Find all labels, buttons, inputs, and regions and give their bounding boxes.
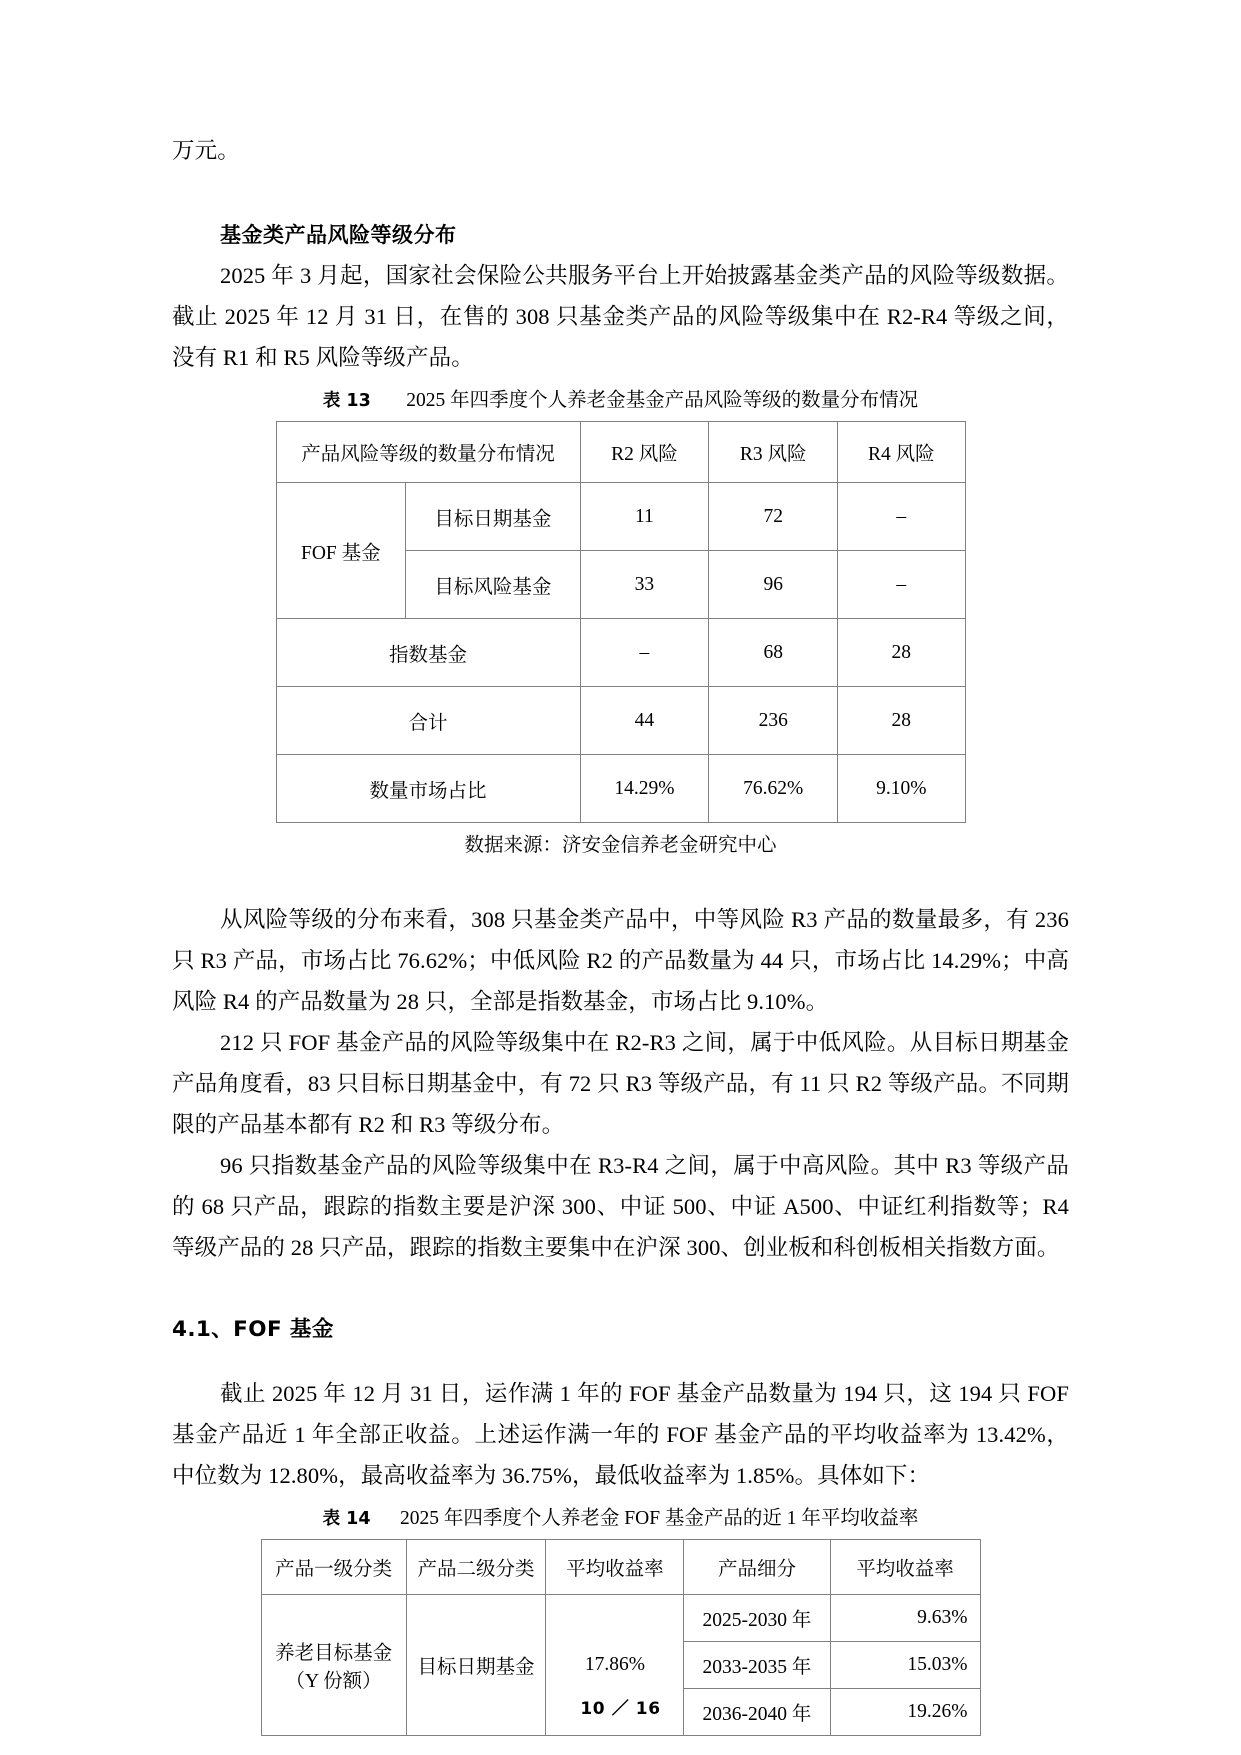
table14-detail2-segment: 2036-2040 年 <box>684 1689 830 1736</box>
table14-header-c2: 产品二级分类 <box>406 1540 546 1595</box>
table13-row1-r2: 33 <box>580 551 709 619</box>
table14-header-c1: 产品一级分类 <box>261 1540 406 1595</box>
table14-primary-class-line2: （Y 份额） <box>285 1671 382 1692</box>
table13-row3-name: 合计 <box>276 687 580 755</box>
table-13-risk-level-distribution <box>276 421 966 823</box>
table-row <box>261 1595 980 1642</box>
table13-row4-r4: 9.10% <box>838 755 965 823</box>
paragraph-risk-distribution: 从风险等级的分布来看，308 只基金类产品中，中等风险 R3 产品的数量最多，有 236 只 R3 产品，市场占比 76.62%；中低风险 R2 的产品数量为 44 只，市场占比 14.29%；中高风险 R4 的产品数量为 28 只，全部是指数基金，市场占比 9.10%。 <box>172 907 1069 1014</box>
table-row <box>276 619 965 687</box>
table-row <box>261 1540 980 1595</box>
table-row <box>276 483 965 551</box>
table14-header-c4: 产品细分 <box>684 1540 830 1595</box>
table-row <box>276 422 965 483</box>
table14-primary-class-line1: 养老目标基金 <box>275 1643 393 1664</box>
table13-row4-r2: 14.29% <box>580 755 709 823</box>
table13-group-fof: FOF 基金 <box>276 483 406 619</box>
table13-row2-r3: 68 <box>709 619 838 687</box>
table14-detail2-rate: 19.26% <box>830 1689 980 1736</box>
table13-row1-name: 目标风险基金 <box>406 551 580 619</box>
table-row <box>276 755 965 823</box>
table13-header-r4: R4 风险 <box>838 422 965 483</box>
paragraph-fof-risk: 212 只 FOF 基金产品的风险等级集中在 R2-R3 之间，属于中低风险。从目标日期基金产品角度看，83 只目标日期基金中，有 72 只 R3 等级产品，有 11 只 R2 等级产品。不同期限的产品基本都有 R2 和 R3 等级分布。 <box>172 1030 1069 1137</box>
table13-caption <box>172 384 1069 418</box>
table13-row1-r4: – <box>838 551 965 619</box>
table14-header-c3: 平均收益率 <box>546 1540 684 1595</box>
table13-row1-r3: 96 <box>709 551 838 619</box>
table14-caption-label: 表 14 <box>322 1509 371 1529</box>
table14-detail1-segment: 2033-2035 年 <box>684 1642 830 1689</box>
table13-source: 数据来源：济安金信养老金研究中心 <box>464 835 777 856</box>
table14-secondary-rate: 17.86% <box>546 1595 684 1736</box>
table13-header-r2: R2 风险 <box>580 422 709 483</box>
opening-line: 万元。 <box>172 138 240 163</box>
table14-detail0-rate: 9.63% <box>830 1595 980 1642</box>
table13-caption-text: 2025 年四季度个人养老金基金产品风险等级的数量分布情况 <box>406 390 919 411</box>
table13-row3-r2: 44 <box>580 687 709 755</box>
table13-caption-label: 表 13 <box>322 391 371 411</box>
table13-row4-name: 数量市场占比 <box>276 755 580 823</box>
table14-detail1-rate: 15.03% <box>830 1642 980 1689</box>
table14-secondary-class: 目标日期基金 <box>406 1595 546 1736</box>
table13-row3-r4: 28 <box>838 687 965 755</box>
table13-row0-name: 目标日期基金 <box>406 483 580 551</box>
table14-caption <box>172 1502 1069 1536</box>
intro-paragraph: 2025 年 3 月起，国家社会保险公共服务平台上开始披露基金类产品的风险等级数据。截止 2025 年 12 月 31 日，在售的 308 只基金类产品的风险等级集中在 R2-R4 等级之间，没有 R1 和 R5 风险等级产品。 <box>172 263 1069 370</box>
section-4-1-paragraph: 截止 2025 年 12 月 31 日，运作满 1 年的 FOF 基金产品数量为 194 只，这 194 只 FOF 基金产品近 1 年全部正收益。上述运作满一年的 FOF 基金产品的平均收益率为 13.42%，中位数为 12.80%，最高收益率为 36.75%，最低收益率为 1.85%。具体如下： <box>172 1381 1069 1488</box>
table13-row2-r2: – <box>580 619 709 687</box>
table-row <box>276 687 965 755</box>
table14-header-c5: 平均收益率 <box>830 1540 980 1595</box>
page-number: 10 ／ 16 <box>580 1699 661 1719</box>
table13-row0-r2: 11 <box>580 483 709 551</box>
table13-row0-r3: 72 <box>709 483 838 551</box>
table13-header-row-label: 产品风险等级的数量分布情况 <box>276 422 580 483</box>
table13-header-r3: R3 风险 <box>709 422 838 483</box>
table13-row2-name: 指数基金 <box>276 619 580 687</box>
section-heading: 基金类产品风险等级分布 <box>220 223 457 247</box>
table14-caption-text: 2025 年四季度个人养老金 FOF 基金产品的近 1 年平均收益率 <box>400 1508 919 1529</box>
table13-row0-r4: – <box>838 483 965 551</box>
table13-row2-r4: 28 <box>838 619 965 687</box>
table14-detail0-segment: 2025-2030 年 <box>684 1595 830 1642</box>
paragraph-index-fund-risk: 96 只指数基金产品的风险等级集中在 R3-R4 之间，属于中高风险。其中 R3 等级产品的 68 只产品，跟踪的指数主要是沪深 300、中证 500、中证 A500、中证红利指数等；R4 等级产品的 28 只产品，跟踪的指数主要集中在沪深 300、创业板和科创板相关指数方面。 <box>172 1153 1069 1260</box>
table13-row4-r3: 76.62% <box>709 755 838 823</box>
table13-row3-r3: 236 <box>709 687 838 755</box>
section-4-1-heading: 4.1、FOF 基金 <box>172 1317 334 1342</box>
